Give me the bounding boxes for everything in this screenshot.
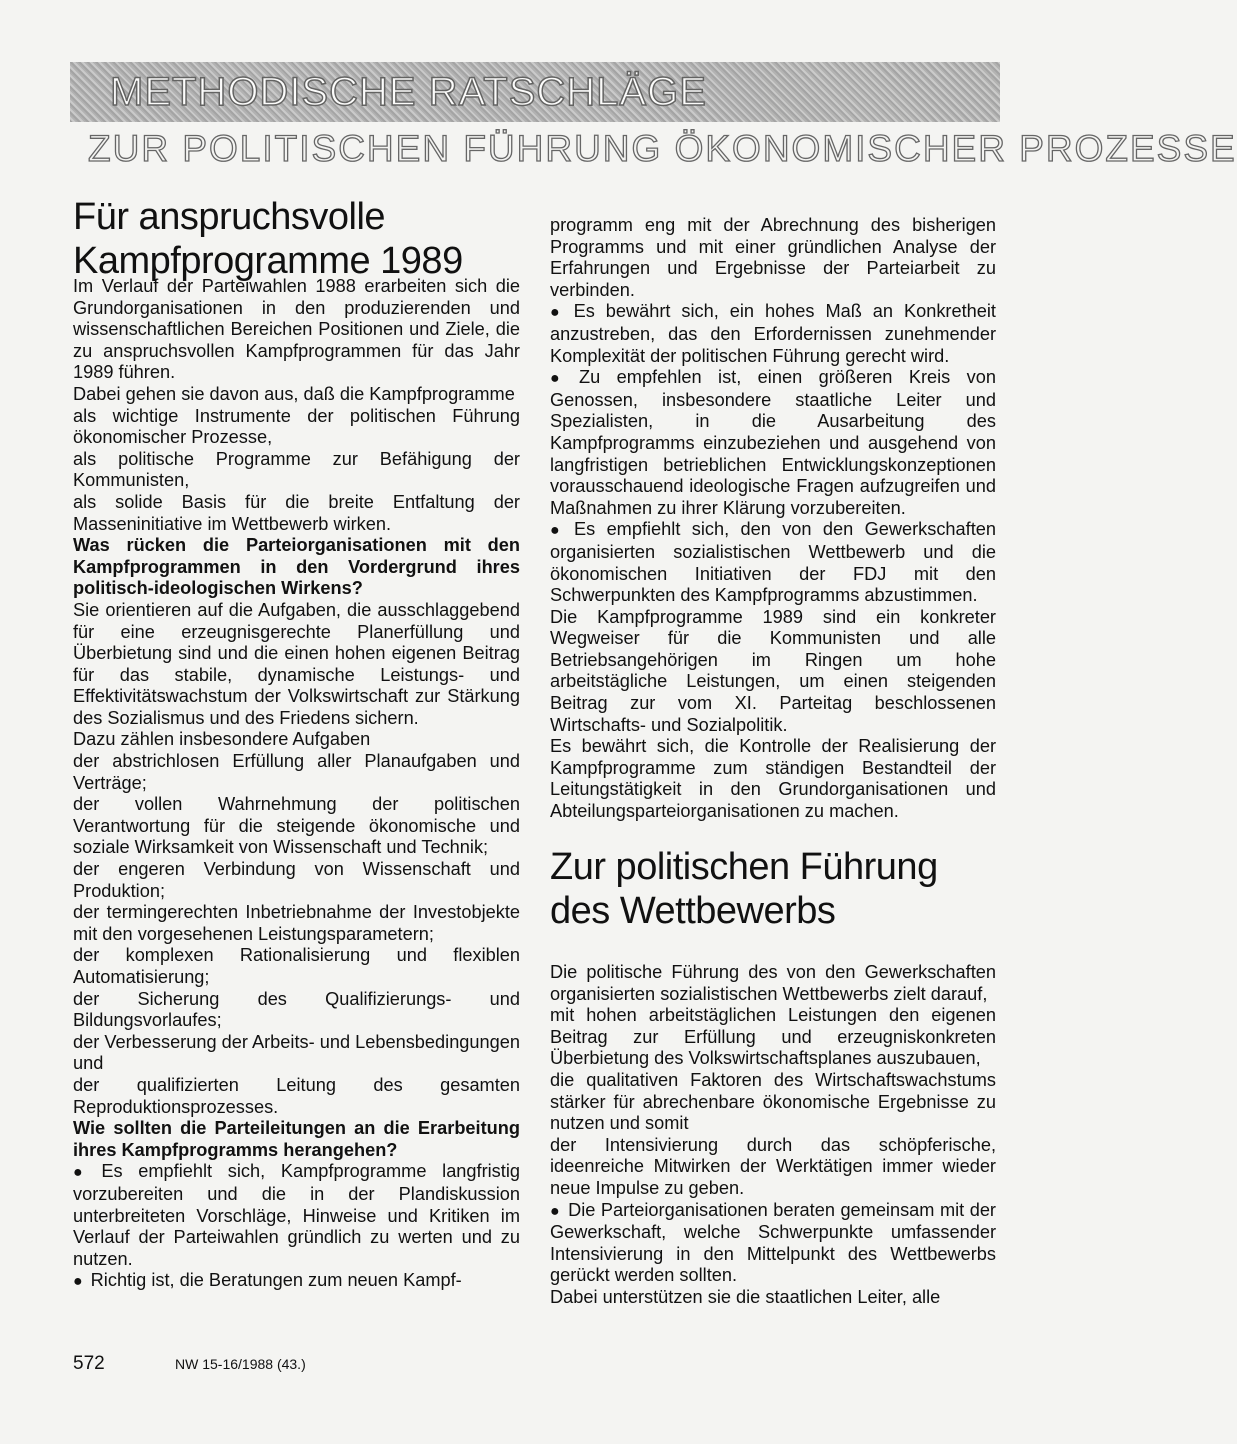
banner-top-band (70, 62, 1000, 122)
paragraph: als solide Basis für die breite Entfaltung der Masseninitiative im Wettbewerb wirken. (73, 491, 520, 534)
question-heading: Was rücken die Parteiorganisationen mit den Kampfprogrammen in den Vordergrund ihres politisch-ideologischen Wirkens? (73, 535, 520, 599)
article2-body (550, 962, 996, 1309)
paragraph: Die Kampfprogramme 1989 sind ein konkreter Wegweiser für die Kommunisten und alle Betriebsangehörigen im Ringen um hohe arbeitstägliche Leistungen, um einen steigenden Beitrag zur vom XI. Parteitag beschlossenen Wirtschafts- und Sozialpolitik. (550, 606, 996, 735)
paragraph: mit hohen arbeitstäglichen Leistungen den eigenen Beitrag zur Erfüllung und erzeugniskonkreten Überbietung des Volkswirtschaftsplanes auszubauen, (550, 1005, 996, 1069)
banner-title: METHODISCHE RATSCHLÄGE (110, 70, 707, 114)
paragraph: als politische Programme zur Befähigung der Kommunisten, (73, 448, 520, 491)
issue-reference: NW 15-16/1988 (43.) (175, 1356, 306, 1372)
bullet-item: ● Die Parteiorganisationen beraten gemeinsam mit der Gewerkschaft, welche Schwerpunkte umfassender Intensivierung in den Mittelpunkt des Wettbewerbs gerückt werden sollten. (550, 1200, 996, 1287)
section-banner (70, 62, 1237, 182)
list-item: der termingerechten Inbetriebnahme der Investobjekte mit den vorgesehenen Leistungsparametern; (73, 902, 520, 944)
banner-subtitle: ZUR POLITISCHEN FÜHRUNG ÖKONOMISCHER PROZESSE (88, 128, 1237, 169)
paragraph: Dazu zählen insbesondere Aufgaben (73, 729, 371, 750)
list-item: der qualifizierten Leitung des gesamten Reproduktionsprozesses. (73, 1074, 520, 1117)
article1-title: Für anspruchsvolle Kampfprogramme 1989 (73, 196, 463, 282)
list-item: der vollen Wahrnehmung der politischen Verantwortung für die steigende ökonomische und soziale Wirksamkeit von Wissenschaft und Technik; (73, 794, 520, 858)
list-item: der Sicherung des Qualifizierungs- und Bildungsvorlaufes; (73, 988, 520, 1031)
left-column (73, 276, 520, 1293)
paragraph: programm eng mit der Abrechnung des bisherigen Programms und mit einer gründlichen Analyse der Erfahrungen und Ergebnisse der Parteiarbeit zu verbinden. (550, 215, 996, 300)
bullet-item: ● Zu empfehlen ist, einen größeren Kreis von Genossen, insbesondere staatliche Leiter und Spezialisten, in die Ausarbeitung des Kampfprogramms einzubeziehen und ausgehend von langfristigen betrieblichen Entwicklungskonzeptionen vorausschauend ideologische Fragen aufzugreifen und Maßnahmen zu ihrer Klärung vorzubereiten. (550, 367, 996, 519)
bullet-item: ● Es bewährt sich, ein hohes Maß an Konkretheit anzustreben, das den Erfordernissen zunehmender Komplexität der politischen Führung gerecht wird. (550, 301, 996, 367)
paragraph: Die politische Führung des von den Gewerkschaften organisierten sozialistischen Wettbewerbs zielt darauf, (550, 962, 996, 1004)
list-item: der Verbesserung der Arbeits- und Lebensbedingungen und (73, 1031, 520, 1074)
paragraph: Im Verlauf der Parteiwahlen 1988 erarbeiten sich die Grundorganisationen in den produzierenden und wissenschaftlichen Bereichen Positionen und Ziele, die zu anspruchsvollen Kampfprogrammen für das Jahr 1989 führen. (73, 276, 520, 383)
article2-title: Zur politischen Führung des Wettbewerbs (550, 846, 938, 932)
paragraph: der Intensivierung durch das schöpferische, ideenreiche Mitwirken der Werktätigen immer wieder neue Impulse zu geben. (550, 1134, 996, 1198)
question-heading: Wie sollten die Parteileitungen an die Erarbeitung ihres Kampfprogramms herangehen? (73, 1118, 520, 1160)
paragraph: die qualitativen Faktoren des Wirtschaftswachstums stärker für abrechenbare ökonomische Ergebnisse zu nutzen und somit (550, 1069, 996, 1134)
paragraph: Es bewährt sich, die Kontrolle der Realisierung der Kampfprogramme zum ständigen Bestandteil der Leitungstätigkeit in den Grundorganisationen und Abteilungsparteiorganisationen zu machen. (550, 736, 996, 822)
bullet-item: ● Es empfiehlt sich, den von den Gewerkschaften organisierten sozialistischen Wettbewerb und die ökonomischen Initiativen der FDJ mit den Schwerpunkten des Kampfprogramms abzustimmen. (550, 519, 996, 606)
bullet-item: ● Richtig ist, die Beratungen zum neuen Kampf- (73, 1270, 520, 1293)
list-item: der abstrichlosen Erfüllung aller Planaufgaben und Verträge; (73, 751, 520, 793)
page-footer (73, 1353, 306, 1375)
list-item: der komplexen Rationalisierung und flexiblen Automatisierung; (73, 945, 520, 987)
paragraph: Sie orientieren auf die Aufgaben, die ausschlaggebend für eine erzeugnisgerechte Planerfüllung und Überbietung sind und die einen hohen eigenen Beitrag für das stabile, dynamische Leistungs- und Effektivitätswachstum der Volkswirtschaft zur Stärkung des Sozialismus und des Friedens sichern. (73, 599, 520, 728)
right-column (550, 215, 996, 823)
page-number: 572 (73, 1353, 105, 1374)
bullet-item: ● Es empfiehlt sich, Kampfprogramme langfristig vorzubereiten und die in der Plandiskussion unterbreiteten Vorschläge, Hinweise und Kritiken im Verlauf der Parteiwahlen gründlich zu werten und zu nutzen. (73, 1161, 520, 1270)
paragraph: Dabei gehen sie davon aus, daß die Kampfprogramme (73, 383, 515, 404)
list-item: der engeren Verbindung von Wissenschaft und Produktion; (73, 859, 520, 901)
paragraph: Dabei unterstützen sie die staatlichen Leiter, alle (550, 1286, 941, 1307)
paragraph: als wichtige Instrumente der politischen Führung ökonomischer Prozesse, (73, 405, 520, 448)
